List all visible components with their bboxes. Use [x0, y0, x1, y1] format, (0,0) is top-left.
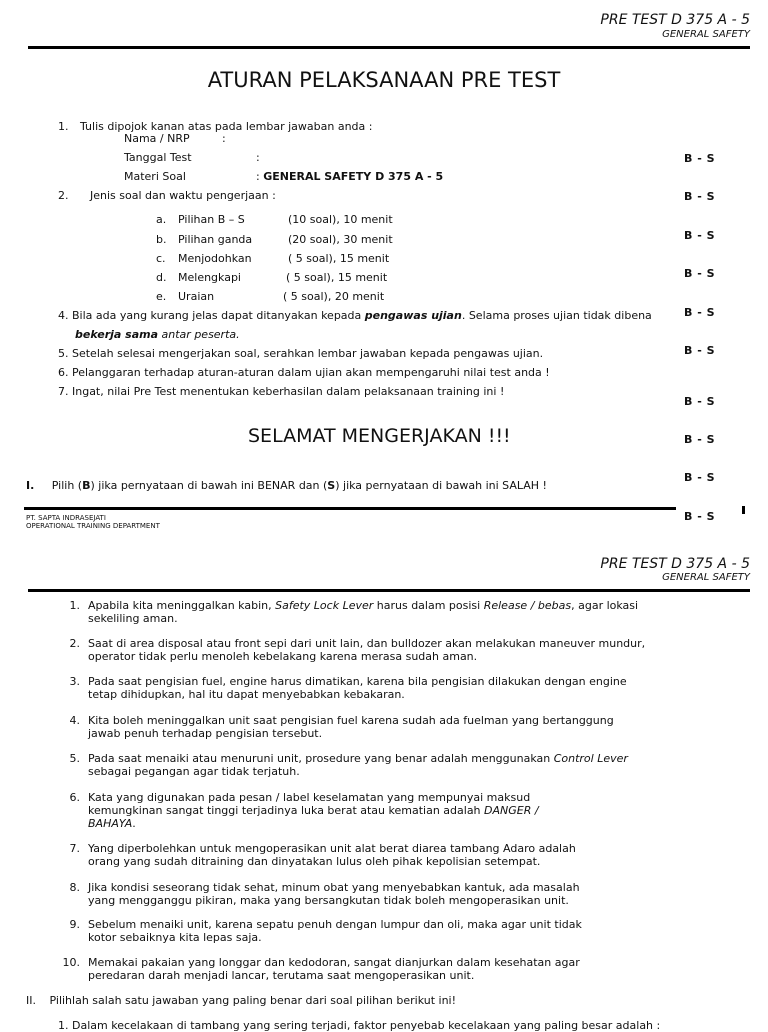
- rule-4-text-c: . Selama proses ujian tidak dibena: [461, 309, 652, 322]
- question-1-num: 1.: [69, 599, 80, 612]
- question-2-text: Saat di area disposal atau front sepi dari unit lain, dan bulldozer akan melakukan maneuver mundur, operator tidak perlu menoleh kebelakang karena merasa sudah aman.: [88, 637, 646, 663]
- page2-header-title: PRE TEST D 375 A - 5: [600, 556, 750, 572]
- type-b-name: Pilihan ganda: [178, 233, 253, 246]
- section-i-s: S: [327, 479, 336, 492]
- bs-answer-2[interactable]: B - S: [684, 190, 716, 203]
- section-ii-text: Pilihlah salah satu jawaban yang paling benar dari soal pilihan berikut ini!: [49, 994, 457, 1007]
- question-7-num: 7.: [69, 842, 80, 855]
- rule-4-emphasis-2: bekerja sama: [75, 328, 159, 341]
- question-4-num: 4.: [69, 714, 80, 727]
- question-10: [58, 956, 588, 982]
- q1-b: Safety Lock Lever: [275, 599, 374, 612]
- question-9-num: 9.: [69, 918, 80, 931]
- section-i-b: B: [82, 479, 91, 492]
- rule-1-text: Tulis dipojok kanan atas pada lembar jawaban anda :: [80, 120, 373, 133]
- question-9-text: Sebelum menaiki unit, karena sepatu penuh dengan lumpur dan oli, maka agar unit tidak kotor sebaiknya kita lepas saja.: [88, 918, 582, 944]
- type-a-name: Pilihan B – S: [178, 213, 245, 226]
- field-sep-materi: :: [256, 170, 260, 183]
- q1-d: Release / bebas: [483, 599, 572, 612]
- field-value-materi: [256, 170, 443, 183]
- question-6-num: 6.: [69, 791, 80, 804]
- page2-header-subtitle: GENERAL SAFETY: [662, 572, 750, 583]
- field-label-tanggal: Tanggal Test: [124, 151, 192, 164]
- question-3-num: 3.: [69, 675, 80, 688]
- type-c-letter: c.: [156, 252, 166, 265]
- question-7: [58, 842, 588, 868]
- q6-a: Kata yang digunakan pada pesan / label keselamatan yang mempunyai maksud kemungkinan sangat tinggi terjadinya luka berat atau kematian adalah: [88, 791, 531, 817]
- question-2-num: 2.: [69, 637, 80, 650]
- question-3-text: Pada saat pengisian fuel, engine harus dimatikan, karena bila pengisian dilakukan dengan engine tetap dihidupkan, hal itu dapat menyebabkan kebakaran.: [88, 675, 627, 701]
- bs-answer-8[interactable]: B - S: [684, 433, 716, 446]
- page2-header-rule: [28, 589, 750, 592]
- rule-4-line1: [58, 309, 676, 322]
- section-i-text-c: ) jika pernyataan di bawah ini BENAR dan (: [90, 479, 328, 492]
- section-i-instruction: [26, 479, 547, 492]
- q1-e: , agar lokasi sekeliling aman.: [88, 599, 639, 625]
- question-5-num: 5.: [69, 752, 80, 765]
- type-b-letter: b.: [156, 233, 167, 246]
- bs-answer-5[interactable]: B - S: [684, 306, 716, 319]
- field-label-materi: Materi Soal: [124, 170, 186, 183]
- rule-5: 5. Setelah selesai mengerjakan soal, serahkan lembar jawaban kepada pengawas ujian.: [58, 347, 544, 360]
- type-c-detail: ( 5 soal), 15 menit: [288, 252, 390, 265]
- section-ii-num: II.: [26, 994, 36, 1007]
- field-sep-nama: :: [222, 132, 226, 145]
- question-1-text: [88, 599, 648, 625]
- question-4-text: Kita boleh meninggalkan unit saat pengisian fuel karena sudah ada fuelman yang bertanggung jawab penuh terhadap pengisian tersebut.: [88, 714, 614, 740]
- question-1: [58, 599, 648, 625]
- question-3: [58, 675, 648, 701]
- header-rule: [28, 46, 750, 49]
- page1-header-subtitle: GENERAL SAFETY: [662, 29, 750, 40]
- rule-2-text: Jenis soal dan waktu pengerjaan :: [90, 189, 276, 202]
- bs-answer-1[interactable]: B - S: [684, 152, 716, 165]
- question-8-num: 8.: [69, 881, 80, 894]
- q5-c: sebagai pegangan agar tidak terjatuh.: [88, 765, 300, 778]
- type-a-letter: a.: [156, 213, 167, 226]
- type-e-name: Uraian: [178, 290, 215, 303]
- rule-2-num: 2.: [58, 189, 69, 202]
- rule-4-emphasis: pengawas ujian: [364, 309, 462, 322]
- bs-answer-10[interactable]: B - S: [684, 510, 716, 523]
- question-10-text: Memakai pakaian yang longgar dan kedodoran, sangat dianjurkan dalam kesehatan agar peredaran darah menjadi lancar, terutama saat mengoperasikan unit.: [88, 956, 580, 982]
- q5-a: Pada saat menaiki atau menuruni unit, prosedure yang benar adalah menggunakan: [88, 752, 554, 765]
- q1-c: harus dalam posisi: [373, 599, 484, 612]
- type-b-detail: (20 soal), 30 menit: [288, 233, 393, 246]
- question-6-text: [88, 791, 568, 830]
- type-e-letter: e.: [156, 290, 167, 303]
- bs-answer-3[interactable]: B - S: [684, 229, 716, 242]
- rule-4-line2: [75, 328, 240, 341]
- footer-rule: [24, 507, 676, 510]
- question-5-text: [88, 752, 648, 778]
- crop-mark: [742, 506, 745, 514]
- question-5: [58, 752, 648, 778]
- q5-b: Control Lever: [553, 752, 628, 765]
- rule-1-num: 1.: [58, 120, 69, 133]
- section-i-text-e: ) jika pernyataan di bawah ini SALAH !: [335, 479, 547, 492]
- closing-message: SELAMAT MENGERJAKAN !!!: [248, 425, 511, 447]
- footer-department: OPERATIONAL TRAINING DEPARTMENT: [26, 522, 160, 530]
- field-sep-tanggal: :: [256, 151, 260, 164]
- page1-header-title: PRE TEST D 375 A - 5: [600, 12, 750, 28]
- question-2: [58, 637, 648, 663]
- question-6: [58, 791, 568, 830]
- q6-b: DANGER / BAHAYA: [88, 804, 539, 830]
- type-d-letter: d.: [156, 271, 167, 284]
- question-4: [58, 714, 648, 740]
- bs-answer-4[interactable]: B - S: [684, 267, 716, 280]
- field-value-materi-text: GENERAL SAFETY D 375 A - 5: [263, 170, 444, 183]
- rule-7: 7. Ingat, nilai Pre Test menentukan keberhasilan dalam pelaksanaan training ini !: [58, 385, 505, 398]
- type-d-detail: ( 5 soal), 15 menit: [286, 271, 388, 284]
- field-label-nama: Nama / NRP: [124, 132, 190, 145]
- section-ii-instruction: [26, 994, 456, 1007]
- rule-4-text-a: 4. Bila ada yang kurang jelas dapat ditanyakan kepada: [58, 309, 365, 322]
- section-i-num: I.: [26, 479, 35, 492]
- type-c-name: Menjodohkan: [178, 252, 252, 265]
- type-d-name: Melengkapi: [178, 271, 241, 284]
- section-i-text-a: Pilih (: [51, 479, 83, 492]
- rule-2: [58, 189, 276, 202]
- footer-company: PT. SAPTA INDRASEJATI: [26, 514, 106, 522]
- page-title: ATURAN PELAKSANAAN PRE TEST: [207, 68, 561, 92]
- q1-a: Apabila kita meninggalkan kabin,: [88, 599, 276, 612]
- question-8: [58, 881, 588, 907]
- type-e-detail: ( 5 soal), 20 menit: [283, 290, 385, 303]
- type-a-detail: (10 soal), 10 menit: [288, 213, 393, 226]
- question-10-num: 10.: [62, 956, 80, 969]
- rule-4-text-e: antar peserta.: [158, 328, 240, 341]
- question-9: [58, 918, 598, 944]
- question-ii-1-partial: 1. Dalam kecelakaan di tambang yang sering terjadi, faktor penyebab kecelakaan yang paling besar adalah :: [58, 1019, 661, 1032]
- question-8-text: Jika kondisi seseorang tidak sehat, minum obat yang menyebabkan kantuk, ada masalah yang mengganggu pikiran, maka yang bersangkutan tidak boleh mengoperasikan unit.: [88, 881, 580, 907]
- bs-answer-6[interactable]: B - S: [684, 344, 716, 357]
- question-7-text: Yang diperbolehkan untuk mengoperasikan unit alat berat diarea tambang Adaro adalah orang yang sudah ditraining dan dinyatakan lulus oleh pihak kepolisian setempat.: [88, 842, 576, 868]
- bs-answer-9[interactable]: B - S: [684, 471, 716, 484]
- bs-answer-7[interactable]: B - S: [684, 395, 716, 408]
- q6-c: .: [132, 817, 136, 830]
- rule-6: 6. Pelanggaran terhadap aturan-aturan dalam ujian akan mempengaruhi nilai test anda !: [58, 366, 550, 379]
- rule-1: [58, 120, 372, 133]
